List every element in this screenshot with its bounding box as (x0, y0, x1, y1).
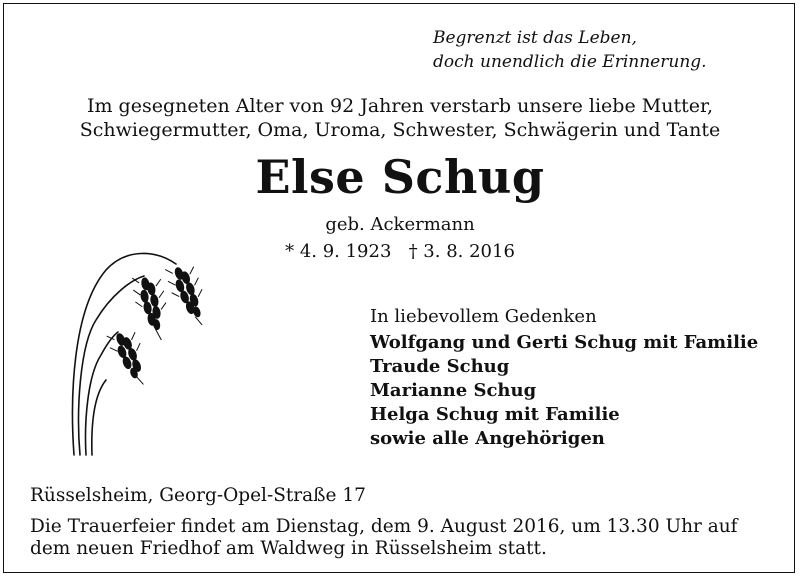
mourner-1: Wolfgang und Gerti Schug mit Familie (370, 332, 759, 353)
funeral-info-line-1: Die Trauerfeier findet am Dienstag, dem 9. August 2016, um 13.30 Uhr auf (30, 516, 738, 537)
mourner-2: Traude Schug (370, 356, 510, 377)
quote-line-2: doch unendlich die Erinnerung. (433, 52, 707, 72)
mourners-heading: In liebevollem Gedenken (370, 306, 597, 327)
maiden-name: geb. Ackermann (325, 214, 475, 235)
intro-line-2: Schwiegermutter, Oma, Uroma, Schwester, Schwägerin und Tante (79, 119, 721, 141)
life-dates: * 4. 9. 1923 † 3. 8. 2016 (285, 241, 515, 262)
mourner-4: Helga Schug mit Familie (370, 404, 620, 425)
quote-line-1: Begrenzt ist das Leben, (433, 28, 637, 48)
mourner-5: sowie alle Angehörigen (370, 428, 605, 449)
funeral-info-line-2: dem neuen Friedhof am Waldweg in Rüsselsheim statt. (30, 538, 547, 559)
wheat-icon (66, 250, 206, 460)
deceased-name: Else Schug (255, 150, 545, 204)
address: Rüsselsheim, Georg-Opel-Straße 17 (30, 485, 366, 506)
intro-line-1: Im gesegneten Alter von 92 Jahren verstarb unsere liebe Mutter, (87, 95, 713, 117)
mourner-3: Marianne Schug (370, 380, 537, 401)
